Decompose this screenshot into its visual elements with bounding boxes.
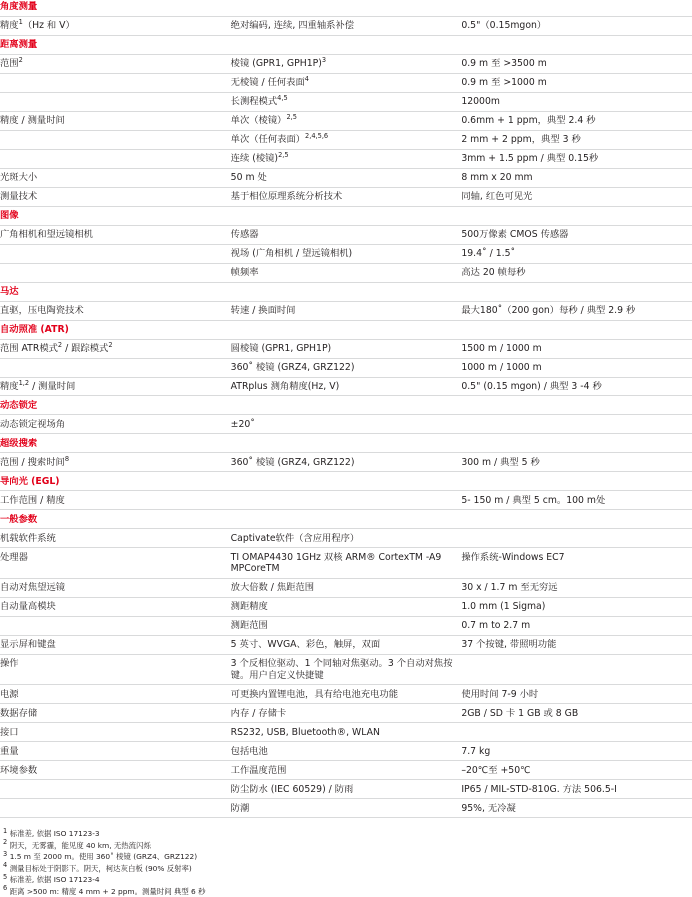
section-heading-row <box>0 0 692 16</box>
spec-row <box>0 704 692 723</box>
section-heading: 导向光 (EGL) <box>0 472 692 491</box>
spec-value: 0.5"（0.15mgon） <box>461 16 692 35</box>
spec-detail: ±20˚ <box>231 415 462 434</box>
spec-value: 7.7 kg <box>461 742 692 761</box>
spec-label: 精度 / 测量时间 <box>0 111 231 130</box>
spec-detail: 放大倍数 / 焦距范围 <box>231 578 462 597</box>
spec-detail: 内存 / 存储卡 <box>231 704 462 723</box>
spec-detail: 视场 (广角相机 / 望远镜相机) <box>231 244 462 263</box>
spec-value: 0.6mm + 1 ppm，典型 2.4 秒 <box>461 111 692 130</box>
spec-value: 500万像素 CMOS 传感器 <box>461 225 692 244</box>
spec-label <box>0 799 231 818</box>
section-heading: 角度测量 <box>0 0 692 16</box>
spec-detail <box>231 491 462 510</box>
spec-label: 电源 <box>0 685 231 704</box>
section-heading-row <box>0 396 692 415</box>
spec-value: 2 mm + 2 ppm，典型 3 秒 <box>461 130 692 149</box>
footnote <box>3 840 692 851</box>
spec-value: 8 mm x 20 mm <box>461 168 692 187</box>
spec-label: 直驱，压电陶瓷技术 <box>0 301 231 320</box>
spec-row <box>0 187 692 206</box>
spec-value: 同轴, 红色可见光 <box>461 187 692 206</box>
spec-row <box>0 301 692 320</box>
spec-label <box>0 244 231 263</box>
spec-label: 范围 ATR模式$^2$ / 跟踪模式$^2$ <box>0 339 231 358</box>
spec-detail: 单次（棱镜）$^{2,5}$ <box>231 111 462 130</box>
spec-label <box>0 616 231 635</box>
spec-row <box>0 415 692 434</box>
spec-value: 高达 20 帧每秒 <box>461 263 692 282</box>
spec-value: IP65 / MIL-STD-810G. 方法 506.5-I <box>461 780 692 799</box>
spec-row <box>0 168 692 187</box>
footnote-text: 距离 >500 m: 精度 4 mm + 2 ppm。测量时间 典型 6 秒 <box>9 886 206 896</box>
spec-row <box>0 225 692 244</box>
footnote-text: 测量目标处于阴影下。阴天，柯达灰白板 (90% 反射率) <box>9 863 192 873</box>
spec-row <box>0 339 692 358</box>
spec-value: 19.4˚ / 1.5˚ <box>461 244 692 263</box>
section-heading: 距离测量 <box>0 35 692 54</box>
section-heading-row <box>0 282 692 301</box>
spec-row <box>0 761 692 780</box>
spec-value <box>461 723 692 742</box>
spec-row <box>0 263 692 282</box>
section-heading-row <box>0 206 692 225</box>
spec-row <box>0 685 692 704</box>
footnote-number: 3 <box>3 849 8 858</box>
spec-row <box>0 73 692 92</box>
spec-detail: 测距范围 <box>231 616 462 635</box>
spec-value: –20℃至 +50℃ <box>461 761 692 780</box>
spec-detail: 360˚ 棱镜 (GRZ4, GRZ122) <box>231 453 462 472</box>
spec-row <box>0 92 692 111</box>
spec-row <box>0 616 692 635</box>
section-heading: 自动照准 (ATR) <box>0 320 692 339</box>
spec-detail: TI OMAP4430 1GHz 双核 ARM® CortexTM -A9 MPCoreTM <box>231 548 462 579</box>
spec-value: 1000 m / 1000 m <box>461 358 692 377</box>
spec-label: 重量 <box>0 742 231 761</box>
spec-label: 数据存储 <box>0 704 231 723</box>
spec-value: 0.7 m to 2.7 m <box>461 616 692 635</box>
spec-value: 37 个按键, 带照明功能 <box>461 635 692 654</box>
spec-row <box>0 780 692 799</box>
spec-detail: 基于相位原理系统分析技术 <box>231 187 462 206</box>
spec-detail: 50 m 处 <box>231 168 462 187</box>
spec-row <box>0 54 692 73</box>
spec-detail: ATRplus 测角精度(Hz, V) <box>231 377 462 396</box>
spec-value: 300 m / 典型 5 秒 <box>461 453 692 472</box>
spec-label: 精度$^1$（Hz 和 V） <box>0 16 231 35</box>
spec-row <box>0 529 692 548</box>
spec-value: 使用时间 7-9 小时 <box>461 685 692 704</box>
spec-label: 处理器 <box>0 548 231 579</box>
spec-label: 工作范围 / 精度 <box>0 491 231 510</box>
section-heading-row <box>0 472 692 491</box>
footnote-number: 5 <box>3 872 8 881</box>
spec-value: 0.9 m 至 >1000 m <box>461 73 692 92</box>
spec-label: 显示屏和键盘 <box>0 635 231 654</box>
footnote-number: 4 <box>3 861 8 870</box>
spec-detail: 防尘防水 (IEC 60529) / 防雨 <box>231 780 462 799</box>
spec-detail: 帧频率 <box>231 263 462 282</box>
spec-label: 动态锁定视场角 <box>0 415 231 434</box>
footnotes <box>0 828 692 897</box>
spec-label: 操作 <box>0 654 231 685</box>
spec-label <box>0 149 231 168</box>
section-heading-row <box>0 320 692 339</box>
spec-row <box>0 377 692 396</box>
spec-label <box>0 92 231 111</box>
section-heading: 图像 <box>0 206 692 225</box>
spec-detail: 3 个反相位驱动、1 个同轴对焦驱动。3 个自动对焦按键。用户自定义快捷键 <box>231 654 462 685</box>
spec-value: 0.9 m 至 >3500 m <box>461 54 692 73</box>
spec-detail: Captivate软件（含应用程序） <box>231 529 462 548</box>
spec-detail: 传感器 <box>231 225 462 244</box>
spec-label: 范围 / 搜索时间$^8$ <box>0 453 231 472</box>
spec-value: 3mm + 1.5 ppm / 典型 0.15秒 <box>461 149 692 168</box>
spec-row <box>0 799 692 818</box>
footnote-text: 1.5 m 至 2000 m。使用 360˚ 棱镜 (GRZ4、GRZ122) <box>9 852 198 862</box>
footnote-number: 2 <box>3 838 8 847</box>
spec-label <box>0 130 231 149</box>
spec-row <box>0 111 692 130</box>
spec-value: 最大180˚（200 gon）每秒 / 典型 2.9 秒 <box>461 301 692 320</box>
spec-label: 光斑大小 <box>0 168 231 187</box>
section-heading: 超级搜索 <box>0 434 692 453</box>
spec-label <box>0 358 231 377</box>
spec-detail: RS232, USB, Bluetooth®, WLAN <box>231 723 462 742</box>
spec-row <box>0 597 692 616</box>
spec-detail: 连续 (棱镜)$^{2,5}$ <box>231 149 462 168</box>
spec-label: 自动对焦望远镜 <box>0 578 231 597</box>
spec-detail: 转速 / 换面时间 <box>231 301 462 320</box>
spec-detail: 5 英寸、WVGA、彩色，触屏，双面 <box>231 635 462 654</box>
spec-label <box>0 780 231 799</box>
spec-label: 精度$^{1,2}$ / 测量时间 <box>0 377 231 396</box>
footnote <box>3 886 692 897</box>
section-heading-row <box>0 510 692 529</box>
spec-value: 5- 150 m / 典型 5 cm。100 m处 <box>461 491 692 510</box>
spec-detail: 无棱镜 / 任何表面$^4$ <box>231 73 462 92</box>
spec-label <box>0 263 231 282</box>
spec-value: 12000m <box>461 92 692 111</box>
spec-row <box>0 654 692 685</box>
footnote-text: 标准差, 依据 ISO 17123-3 <box>9 829 100 839</box>
spec-value: 95%, 无冷凝 <box>461 799 692 818</box>
footnote-number: 1 <box>3 826 8 835</box>
spec-row <box>0 130 692 149</box>
spec-value: 30 x / 1.7 m 至无穷远 <box>461 578 692 597</box>
spec-value: 1500 m / 1000 m <box>461 339 692 358</box>
spec-detail: 防潮 <box>231 799 462 818</box>
spec-row <box>0 635 692 654</box>
footnote-text: 阴天，无雾霾，能见度 40 km, 无热流闪烁 <box>9 840 151 850</box>
spec-row <box>0 244 692 263</box>
spec-detail: 可更换内置锂电池，具有给电池充电功能 <box>231 685 462 704</box>
footnote <box>3 863 692 874</box>
spec-value <box>461 415 692 434</box>
spec-label: 接口 <box>0 723 231 742</box>
spec-value: 操作系统-Windows EC7 <box>461 548 692 579</box>
spec-detail: 圆棱镜 (GPR1, GPH1P) <box>231 339 462 358</box>
spec-value <box>461 654 692 685</box>
spec-row <box>0 723 692 742</box>
section-heading: 一般参数 <box>0 510 692 529</box>
spec-value: 0.5" (0.15 mgon) / 典型 3 -4 秒 <box>461 377 692 396</box>
spec-value <box>461 529 692 548</box>
footnote-text: 标准差, 依据 ISO 17123-4 <box>9 875 100 885</box>
spec-detail: 长测程模式$^{4,5}$ <box>231 92 462 111</box>
spec-label: 机载软件系统 <box>0 529 231 548</box>
spec-row <box>0 453 692 472</box>
spec-row <box>0 548 692 579</box>
spec-detail: 包括电池 <box>231 742 462 761</box>
spec-label: 广角相机和望远镜相机 <box>0 225 231 244</box>
footnote <box>3 874 692 885</box>
spec-row <box>0 742 692 761</box>
spec-row <box>0 149 692 168</box>
spec-row <box>0 16 692 35</box>
spec-value: 1.0 mm (1 Sigma) <box>461 597 692 616</box>
spec-row <box>0 358 692 377</box>
spec-detail: 测距精度 <box>231 597 462 616</box>
footnote-number: 6 <box>3 884 8 893</box>
section-heading: 动态锁定 <box>0 396 692 415</box>
footnote <box>3 851 692 862</box>
spec-value: 2GB / SD 卡 1 GB 或 8 GB <box>461 704 692 723</box>
spec-label <box>0 73 231 92</box>
section-heading: 马达 <box>0 282 692 301</box>
spec-row <box>0 491 692 510</box>
spec-detail: 工作温度范围 <box>231 761 462 780</box>
spec-label: 范围$^2$ <box>0 54 231 73</box>
spec-label: 自动量高模块 <box>0 597 231 616</box>
spec-detail: 绝对编码, 连续, 四重轴系补偿 <box>231 16 462 35</box>
spec-detail: 单次（任何表面）$^{2,4,5,6}$ <box>231 130 462 149</box>
spec-detail: 360˚ 棱镜 (GRZ4, GRZ122) <box>231 358 462 377</box>
spec-detail: 棱镜 (GPR1, GPH1P)$^3$ <box>231 54 462 73</box>
spec-row <box>0 578 692 597</box>
section-heading-row <box>0 35 692 54</box>
footnote <box>3 828 692 839</box>
section-heading-row <box>0 434 692 453</box>
spec-label: 环境参数 <box>0 761 231 780</box>
spec-label: 测量技术 <box>0 187 231 206</box>
